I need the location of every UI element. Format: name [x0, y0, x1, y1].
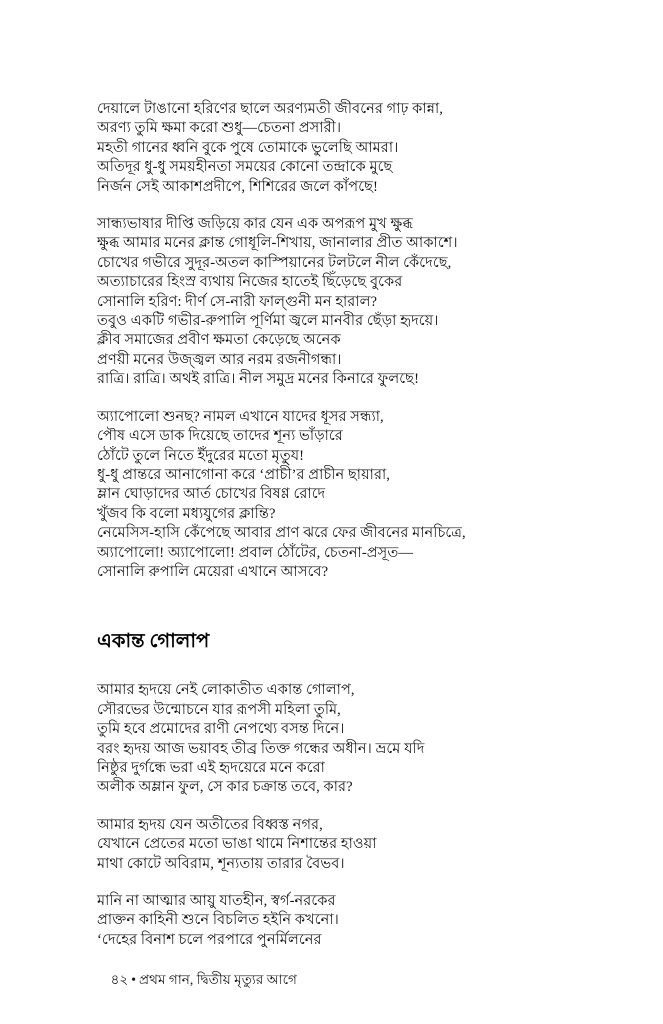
stanza [97, 215, 597, 390]
poem-line: অরণ্য তুমি ক্ষমা করো শুধু—চেতনা প্রসারী। [97, 120, 342, 137]
poem-line: ম্লান ঘোড়াদের আর্ত চোখের বিষণ্ণ রোদে [97, 486, 326, 503]
poem-line: অ্যাপোলো! অ্যাপোলো! প্রবাল ঠোঁটের, চেতনা-প্রসূত— [97, 544, 414, 561]
poem-line: অলীক অম্লান ফুল, সে কার চক্রান্ত তবে, কার? [97, 779, 353, 796]
poem-line: প্রণয়ী মনের উজ্জ্বল আর নরম রজনীগন্ধা। [97, 351, 342, 368]
poem-block [97, 629, 597, 950]
poem-line: তুমি হবে প্রমোদের রাণী নেপথ্যে বসন্ত দিনে। [97, 721, 345, 738]
poem-block [97, 100, 597, 582]
poem-line: বরং হৃদয় আজ ভয়াবহ তীব্র তিক্ত গন্ধের অধীন। ভ্রমে যদি [97, 740, 425, 757]
poem-title-block [97, 629, 597, 655]
poem-line: অতিদূর ধু-ধু সময়হীনতা সময়ের কোনো তন্দ্রাকে মুছে [97, 159, 393, 176]
poem-line: আমার হৃদয়ে নেই লোকাতীত একান্ত গোলাপ, [97, 682, 355, 699]
footer-separator-icon: • [131, 972, 137, 987]
poem-line: সোনালি হরিণ: দীর্ণ সে-নারী ফাল্গুনী মন হারাল? [97, 293, 378, 310]
stanza [97, 408, 597, 583]
poem-line: অ্যাপোলো শুনছ? নামল এখানে যাদের ধূসর সন্ধ্যা, [97, 408, 384, 425]
poem-line: নেমেসিস-হাসি কেঁপেছে আবার প্রাণ ঝরে ফের জীবনের মানচিত্রে, [97, 525, 466, 542]
poem-line: সৌরভের উন্মোচনে যার রূপসী মহিলা তুমি, [97, 701, 341, 718]
poem-line: খুঁজব কি বলো মধ্যযুগের ক্লান্তি? [97, 505, 276, 522]
poem-line: ক্ষুব্ধ আমার মনের ক্লান্ত গোধূলি-শিখায়, জানালার প্রীত আকাশে। [97, 235, 458, 252]
poem-line: ধু-ধু প্রান্তরে আনাগোনা করে ‘প্রাচী’র প্রাচীন ছায়ারা, [97, 466, 390, 483]
poem-line: প্রাক্তন কাহিনী শুনে বিচলিত হইনি কখনো। [97, 912, 339, 929]
poem-title: একান্ত গোলাপ [97, 631, 210, 653]
stanza [97, 100, 597, 197]
page-number: ৪২ [110, 972, 129, 987]
page-footer [97, 953, 297, 1007]
poem-line: সান্ধ্যভাষার দীপ্তি জড়িয়ে কার যেন এক অপরূপ মুখ ক্ষুব্ধ [97, 216, 413, 233]
poem-line: দেয়ালে টাঙানো হরিণের ছালে অরণ্যমতী জীবনের গাঢ় কান্না, [97, 101, 443, 117]
poem-line: নিষ্ঠুর দুর্গন্ধে ভরা এই হৃদয়েরে মনে করো [97, 759, 325, 776]
poem-line: যেখানে প্রেতের মতো ভাঙা থামে নিশান্তের হাওয়া [97, 836, 377, 853]
poem-line: মাথা কোটে অবিরাম, শূন্যতায় তারার বৈভব। [97, 855, 345, 872]
poem-line: ‘দেহের বিনাশ চলে পরপারে পুনর্মিলনের [97, 931, 322, 948]
poem-line: মানি না আত্মার আয়ু যাতহীন, স্বর্গ-নরকের [97, 893, 336, 909]
poem-line: নির্জন সেই আকাশপ্রদীপে, শিশিরের জলে কাঁপছে! [97, 178, 378, 195]
poem-line: অত্যাচারের হিংস্র ব্যথায় নিজের হাতেই ছিঁড়েছে বুকের [97, 274, 403, 291]
poem-line: সোনালি রুপালি মেয়েরা এখানে আসবে? [97, 563, 329, 580]
poem-line: চোখের গভীরে সুদূর-অতল কাস্পিয়ানের টলটলে নীল কেঁদেছে, [97, 254, 452, 271]
poem-line: পৌষ এসে ডাক দিয়েছে তাদের শূন্য ভাঁড়ারে [97, 428, 343, 445]
poem-line: রাত্রি। রাত্রি। অথই রাত্রি। নীল সমুদ্র মনের কিনারে ফুলছে! [97, 371, 419, 388]
poem-line: মহতী গানের ধ্বনি বুকে পুষে তোমাকে ভুলেছি আমরা। [97, 139, 399, 156]
poem-line: ঠোঁটে তুলে নিতে ইঁদুরের মতো মৃতু্য! [97, 447, 305, 464]
stanza [97, 816, 597, 874]
poem-line: ক্লীব সমাজের প্রবীণ ক্ষমতা কেড়েছে অনেক [97, 332, 341, 349]
page-content [97, 100, 597, 968]
stanza [97, 892, 597, 950]
poem-line: আমার হৃদয় যেন অতীতের বিধ্বস্ত নগর, [97, 816, 323, 833]
footer-book-title: প্রথম গান, দ্বিতীয় মৃত্যুর আগে [139, 972, 297, 987]
stanza [97, 681, 597, 797]
poem-line: তবুও একটি গভীর-রুপালি পূর্ণিমা জ্বলে মানবীর ছেঁড়া হৃদয়ে। [97, 313, 439, 330]
